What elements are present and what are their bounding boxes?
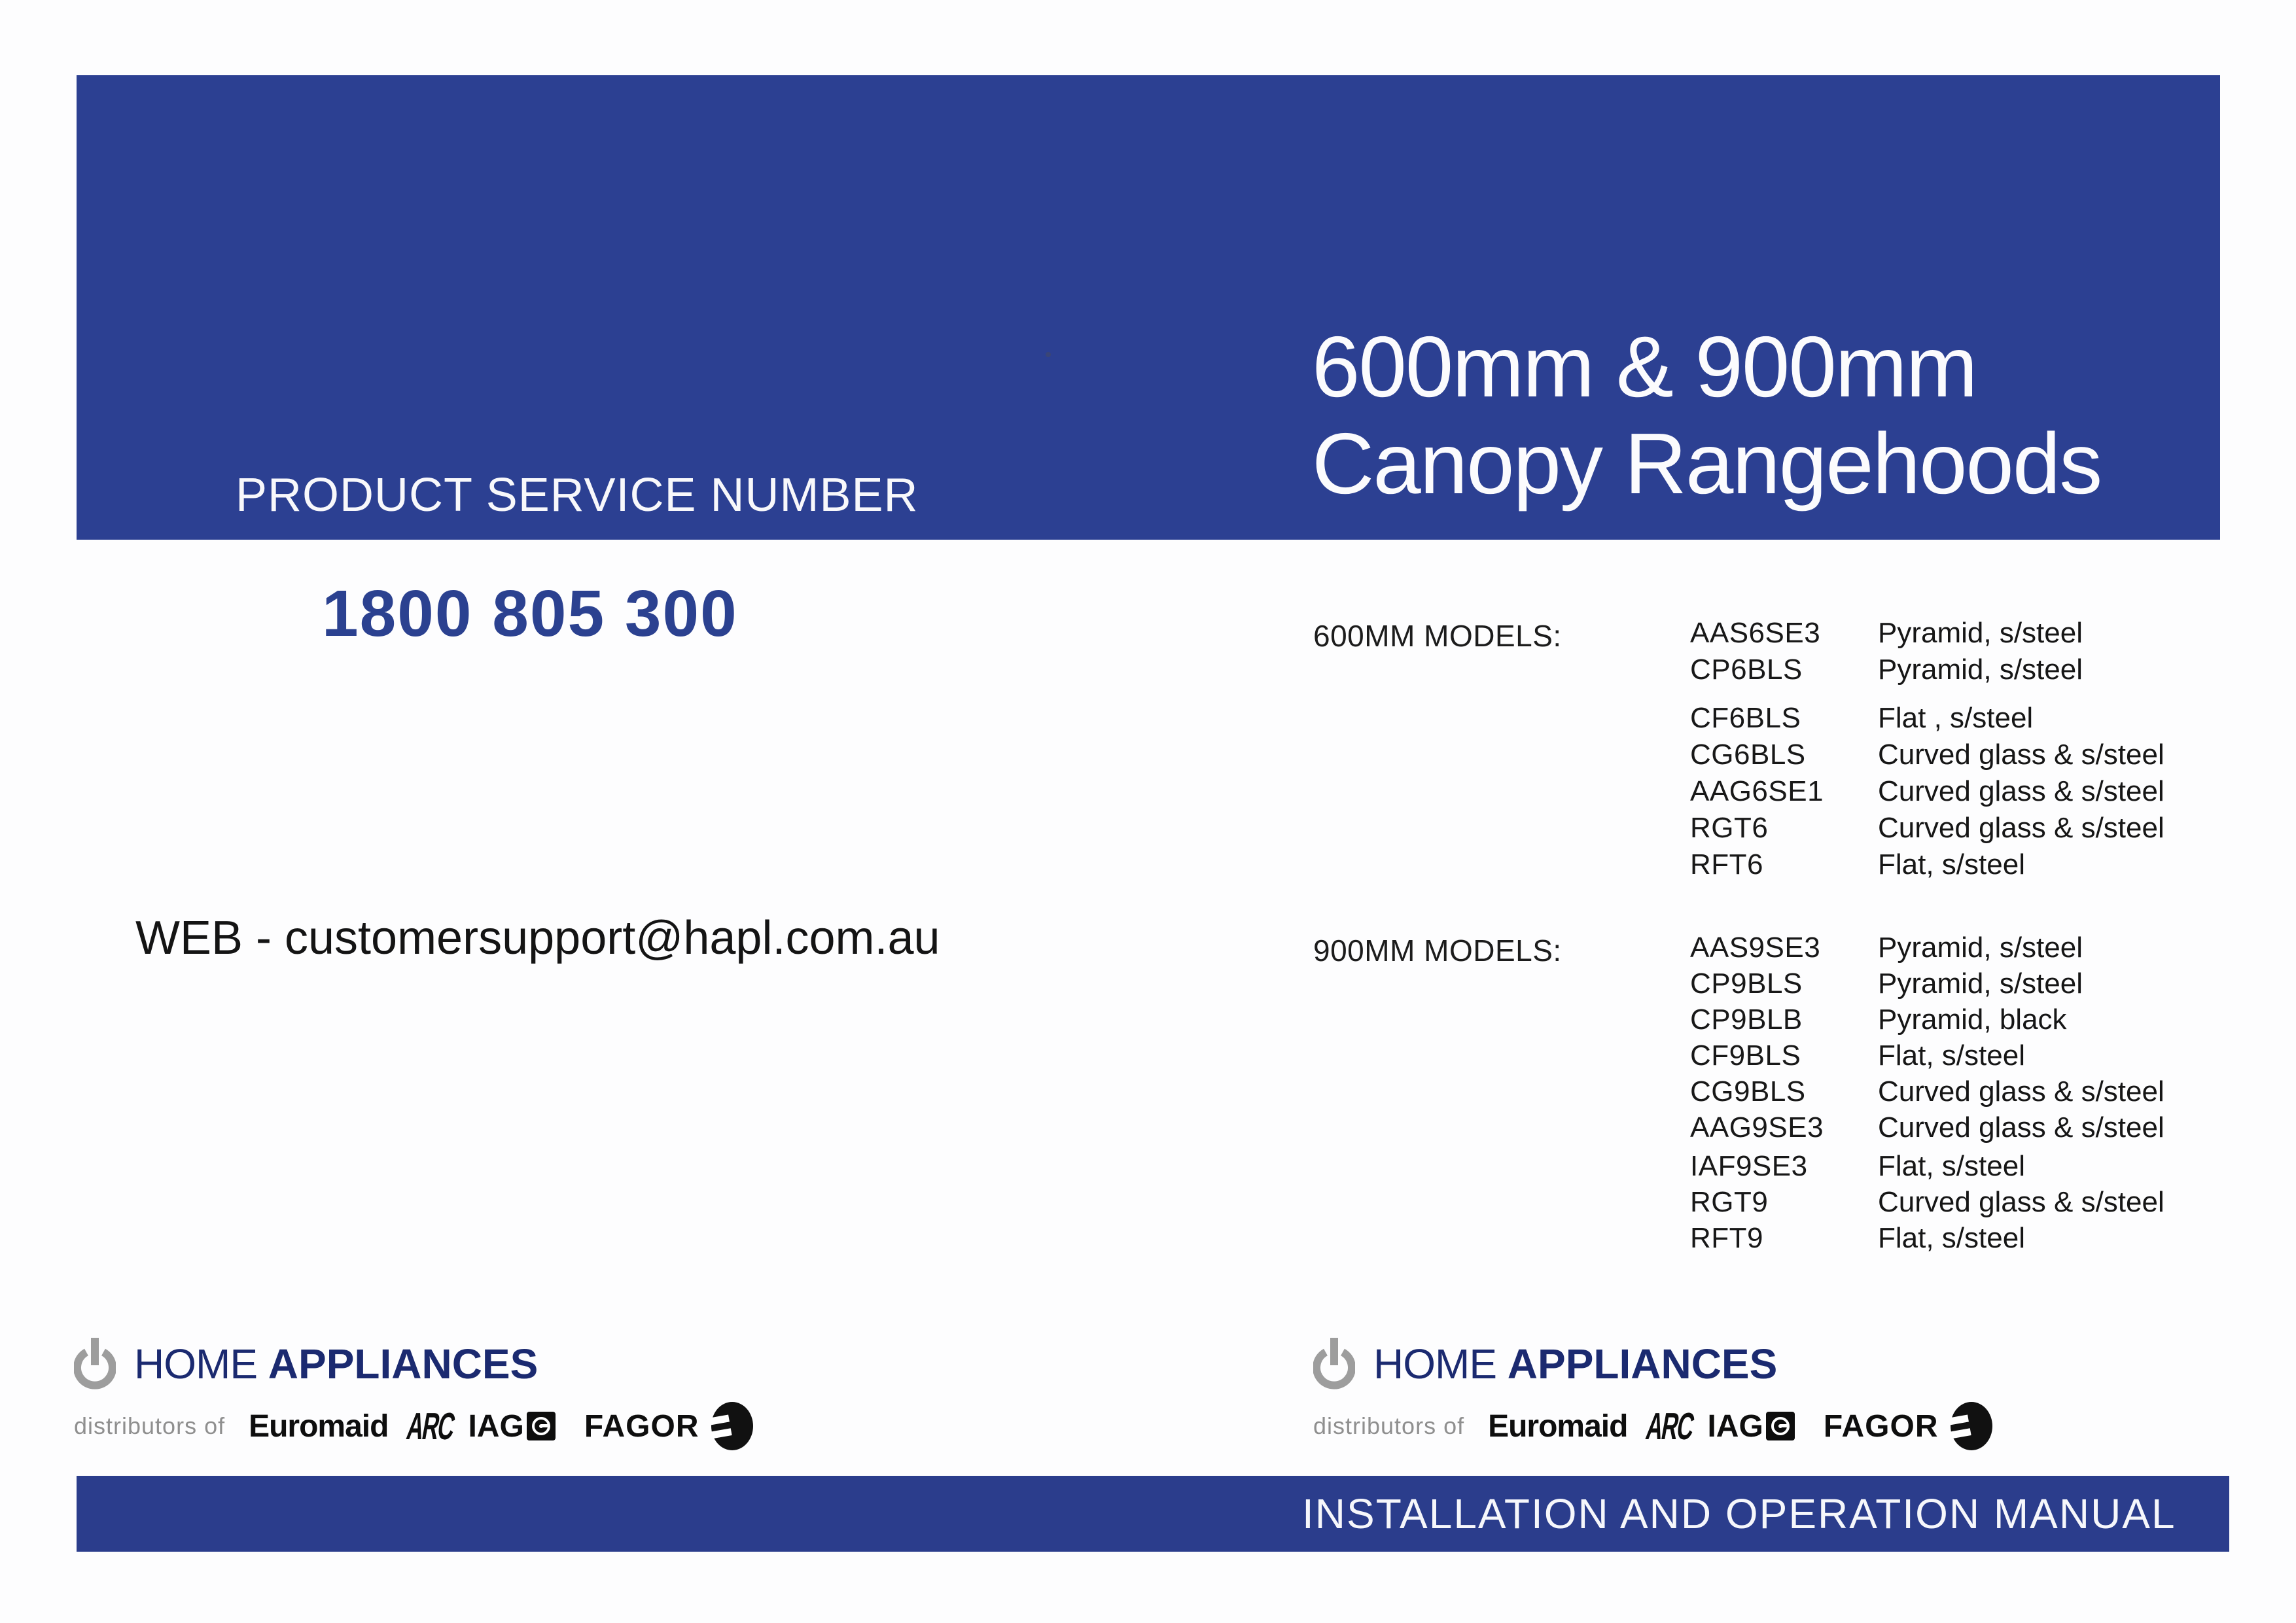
service-phone-number: 1800 805 300 <box>322 577 738 650</box>
model-code: RFT9 <box>1690 1222 1763 1254</box>
model-code: CP9BLS <box>1690 968 1803 1000</box>
model-description: Flat, s/steel <box>1878 1222 2025 1254</box>
logo-lockup <box>74 1336 538 1392</box>
top-banner <box>77 75 2220 540</box>
iag-emblem-icon <box>527 1412 556 1440</box>
document-title <box>1312 319 2101 512</box>
manual-title: INSTALLATION AND OPERATION MANUAL <box>1302 1490 2176 1537</box>
power-icon <box>74 1338 116 1390</box>
model-description: Flat, s/steel <box>1878 848 2025 881</box>
model-row <box>1690 932 2266 963</box>
model-description: Curved glass & s/steel <box>1878 1075 2164 1108</box>
iag-logo: IAG <box>468 1408 524 1444</box>
model-code: CG6BLS <box>1690 739 1806 771</box>
model-row <box>1690 1187 2266 1217</box>
model-row <box>1690 1004 2266 1035</box>
model-description: Pyramid, s/steel <box>1878 654 2083 686</box>
models-900-label: 900MM MODELS: <box>1313 934 1562 968</box>
euromaid-logo: Euromaid <box>1488 1408 1628 1444</box>
fagor-roundel-icon <box>1950 1401 1993 1451</box>
model-row <box>1690 739 2266 771</box>
home-word: HOME <box>1373 1340 1496 1387</box>
model-code: AAS6SE3 <box>1690 617 1821 649</box>
home-appliances-logo-right <box>1313 1336 1961 1460</box>
document-title-line1: 600mm & 900mm <box>1312 319 1977 415</box>
model-row <box>1690 1112 2266 1143</box>
fagor-logo: FAGOR <box>584 1408 699 1444</box>
model-description: Curved glass & s/steel <box>1878 1186 2164 1218</box>
model-row <box>1690 654 2266 686</box>
distributor-brands-row <box>1313 1401 1993 1451</box>
home-appliances-wordmark <box>134 1340 538 1388</box>
model-code: AAG6SE1 <box>1690 775 1824 807</box>
fagor-logo: FAGOR <box>1823 1408 1939 1444</box>
model-row <box>1690 849 2266 881</box>
model-row <box>1690 812 2266 844</box>
model-description: Flat , s/steel <box>1878 702 2034 734</box>
arc-logo: ARC <box>404 1405 458 1448</box>
model-code: CP9BLB <box>1690 1003 1803 1036</box>
model-row <box>1690 1151 2266 1181</box>
model-row <box>1690 1223 2266 1253</box>
model-description: Pyramid, s/steel <box>1878 617 2083 649</box>
model-description: Curved glass & s/steel <box>1878 1111 2164 1143</box>
distributors-of-label: distributors of <box>74 1412 226 1439</box>
model-row <box>1690 1040 2266 1071</box>
model-description: Flat, s/steel <box>1878 1039 2025 1072</box>
model-description: Pyramid, black <box>1878 1003 2067 1036</box>
model-description: Curved glass & s/steel <box>1878 775 2164 807</box>
models-600-list <box>1690 618 2266 886</box>
models-900-list <box>1690 932 2266 1259</box>
ink-speck <box>1046 352 1051 357</box>
model-code: AAG9SE3 <box>1690 1111 1824 1143</box>
document-title-line2: Canopy Rangehoods <box>1312 415 2102 512</box>
footer-bar <box>77 1476 2229 1552</box>
power-icon <box>1313 1338 1355 1390</box>
product-service-number-label: PRODUCT SERVICE NUMBER <box>236 469 919 521</box>
euromaid-logo: Euromaid <box>249 1408 389 1444</box>
arc-logo: ARC <box>1643 1405 1697 1448</box>
model-row <box>1690 776 2266 807</box>
model-row <box>1690 703 2266 734</box>
model-code: AAS9SE3 <box>1690 932 1821 964</box>
model-code: RGT9 <box>1690 1186 1769 1218</box>
model-description: Flat, s/steel <box>1878 1150 2025 1182</box>
home-word: HOME <box>134 1340 257 1387</box>
model-code: RGT6 <box>1690 812 1769 844</box>
home-appliances-logo-left <box>74 1336 722 1460</box>
model-description: Curved glass & s/steel <box>1878 812 2164 844</box>
logo-lockup <box>1313 1336 1777 1392</box>
fagor-roundel-icon <box>711 1401 754 1451</box>
support-email-text: WEB - customersupport@hapl.com.au <box>135 912 940 964</box>
model-description: Pyramid, s/steel <box>1878 968 2083 1000</box>
distributors-of-label: distributors of <box>1313 1412 1465 1439</box>
model-code: RFT6 <box>1690 848 1763 881</box>
iag-logo: IAG <box>1707 1408 1763 1444</box>
model-code: CF6BLS <box>1690 702 1801 734</box>
model-code: CP6BLS <box>1690 654 1803 686</box>
model-description: Pyramid, s/steel <box>1878 932 2083 964</box>
model-row <box>1690 618 2266 649</box>
model-description: Curved glass & s/steel <box>1878 739 2164 771</box>
model-row <box>1690 1076 2266 1107</box>
models-600-label: 600MM MODELS: <box>1313 619 1562 653</box>
iag-emblem-icon <box>1766 1412 1795 1440</box>
model-row <box>1690 968 2266 999</box>
appliances-word: APPLIANCES <box>1507 1340 1778 1387</box>
model-code: CF9BLS <box>1690 1039 1801 1072</box>
distributor-brands-row <box>74 1401 754 1451</box>
model-code: IAF9SE3 <box>1690 1150 1808 1182</box>
appliances-word: APPLIANCES <box>268 1340 539 1387</box>
home-appliances-wordmark <box>1373 1340 1777 1388</box>
model-code: CG9BLS <box>1690 1075 1806 1108</box>
